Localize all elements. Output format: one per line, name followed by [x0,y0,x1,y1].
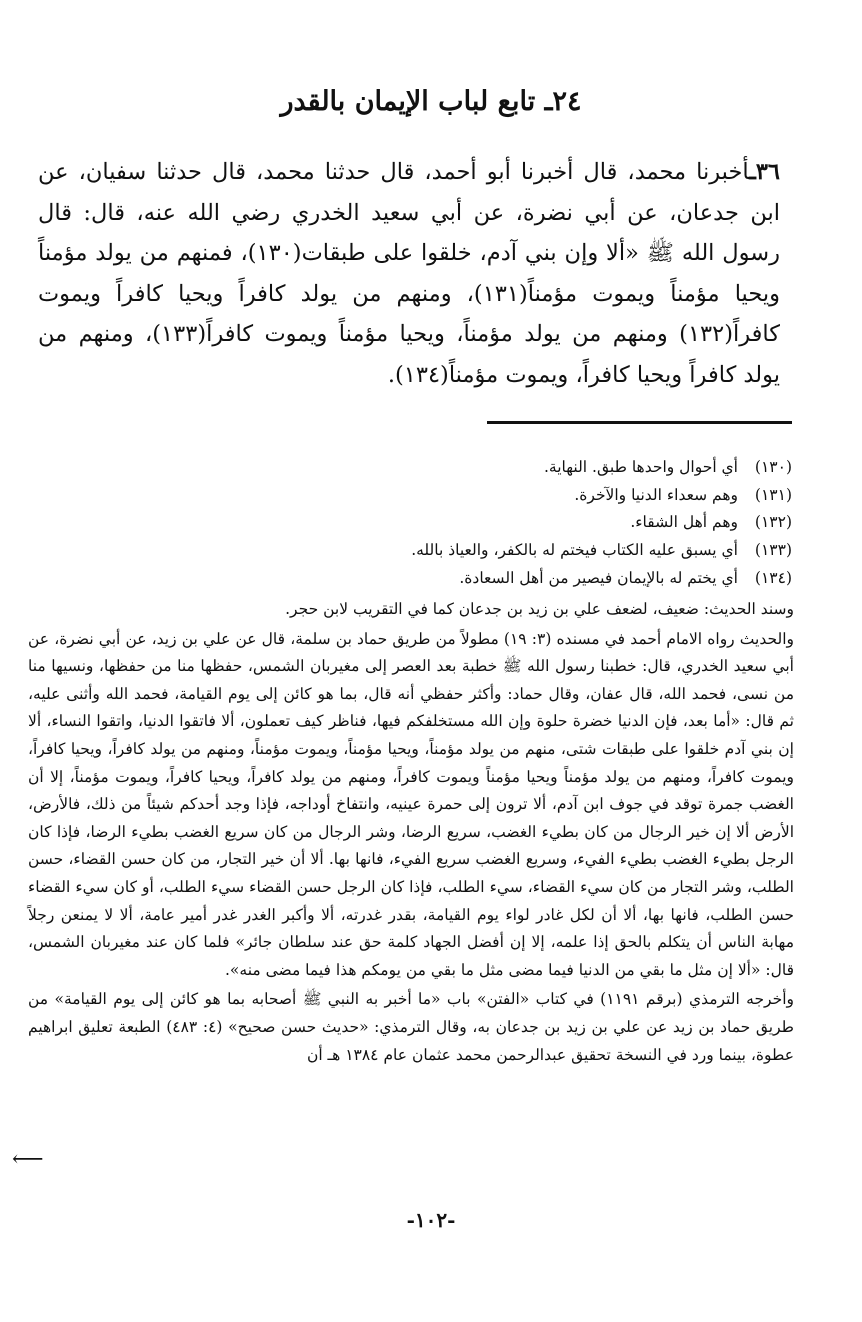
footnote-item [32,509,792,537]
footnote-item [32,565,792,593]
chapter-title: ٢٤ـ تابع لباب الإيمان بالقدر [280,86,582,117]
footnote-text: وهم أهل الشقاء. [630,513,738,532]
footnote-item [32,454,792,482]
footnote-separator [487,421,792,424]
footnote-text: أي يختم له بالإيمان فيصير من أهل السعادة. [459,568,738,587]
footnote-text: أي يسبق عليه الكتاب فيختم له بالكفر، والعياذ بالله. [411,541,738,560]
hadith-text: أخبرنا محمد، قال أخبرنا أبو أحمد، قال حدثنا محمد، قال حدثنا سفيان، عن ابن جدعان، عن أبي نضرة، عن أبي سعيد الخدري رضي الله عنه، قال: قال رسول الله ﷺ «ألا وإن بني آدم، خلقوا على طبقات(١٣٠)، فمنهم من يولد مؤمناً ويحيا مؤمناً ويموت مؤمناً(١٣١)، ومنهم من يولد كافراً ويحيا كافراً ويموت كافراً(١٣٢) ومنهم من يولد مؤمناً، ويحيا مؤمناً ويموت كافراً(١٣٣)، ومنهم من يولد كافراً ويحيا كافراً، ويموت مؤمناً(١٣٤). [38,159,780,388]
isnad-grading: وسند الحديث: ضعيف، لضعف علي بن زيد بن جدعان كما في التقريب لابن حجر. [285,600,794,618]
footnote-item [32,482,792,510]
ahmad-narration: والحديث رواه الامام أحمد في مسنده (٣: ١٩) مطولاً من طريق حماد بن سلمة، قال عن علي بن زيد، عن أبي نضرة، عن أبي سعيد الخدري، قال: خطبنا رسول الله ﷺ خطبة بعد العصر إلى مغيربان الشمس، حفظها منا من حفظها، ونسيها منا من نسى، فحمد الله، قال عفان، وقال حماد: وأكثر حفظي أنه قال، بما هو كائن إلى يوم القيامة، فحمد الله وأثنى عليه، ثم قال: «أما بعد، فإن الدنيا خضرة حلوة وإن الله مستخلفكم فيها، فناظر كيف تعملون، ألا فاتقوا الدنيا، واتقوا النساء، ألا إن بني آدم خلقوا على طبقات شتى، منهم من يولد مؤمناً، ويحيا مؤمناً، ويموت مؤمناً، ومنهم من يولد كافراً، ويحيا كافراً، ويموت كافراً، ومنهم من يولد مؤمناً ويحيا مؤمناً ويموت كافراً، ومنهم من يولد كافراً، ويحيا كافراً، ويموت مؤمناً، إلا أن الغضب جمرة توقد في جوف ابن آدم، ألا ترون إلى حمرة عينيه، وانتفاخ أوداجه، فإذا وجد أحدكم شيئاً من ذلك، فالأرض، الأرض ألا إن خير الرجال من كان بطيء الغضب، سريع الرضا، وشر الرجال من كان سريع الغضب بطيء الرضا، فإذا كان الرجل بطيء الغضب بطيء الفيء، وسريع الغضب سريع الفيء، فانها بها. ألا أن خير التجار، من كان حسن القضاء، حسن الطلب، وشر التجار من كان سيء القضاء، سيء الطلب، فإذا كان الرجل حسن القضاء سيء الطلب، أو كان سيء القضاء حسن الطلب، فانها بها، ألا أن لكل غادر لواء يوم القيامة، بقدر غدرته، ألا وأكبر الغدر غدر أمير عامة، ألا لا يمنعن رجلاً مهابة الناس أن يتكلم بالحق إذا علمه، إلا إن أفضل الجهاد كلمة حق عند سلطان جائر» فلما كان عند مغيربان الشمس، قال: «ألا إن مثل ما بقي من الدنيا فيما مضى مثل ما بقي من يومكم هذا فيما مضى منه». [28,629,795,979]
footnote-number: (١٣٠) [754,458,792,476]
footnote-text: وهم سعداء الدنيا والآخرة. [574,485,738,504]
footnotes-list [32,454,792,593]
hadith-number: ٣٦ـ [749,159,780,185]
takhrij-section [28,596,794,1071]
hadith-paragraph [38,152,780,395]
footnote-number: (١٣٤) [754,568,792,587]
footnote-number: (١٣٣) [754,541,792,560]
footnote-text: أي أحوال واحدها طبق. النهاية. [543,458,738,476]
footnote-number: (١٣١) [754,485,792,504]
footnote-number: (١٣٢) [754,513,792,532]
footnote-item [32,537,792,565]
tirmidhi-narration: وأخرجه الترمذي (برقم ١١٩١) في كتاب «الفتن» باب «ما أخبر به النبي ﷺ أصحابه بما هو كائن إلى يوم القيامة» من طريق حماد بن زيد عن علي بن زيد بن جدعان به، وقال الترمذي: «حديث حسن صحيح» (٤: ٤٨٣) الطبعة تعليق ابراهيم عطوة، بينما ورد في النسخة تحقيق عبدالرحمن محمد عثمان عام ١٣٨٤ هـ أن [28,990,794,1064]
page-number: -١٠٢- [406,1208,456,1232]
arrow-left-icon: ⟵ [12,1147,44,1172]
